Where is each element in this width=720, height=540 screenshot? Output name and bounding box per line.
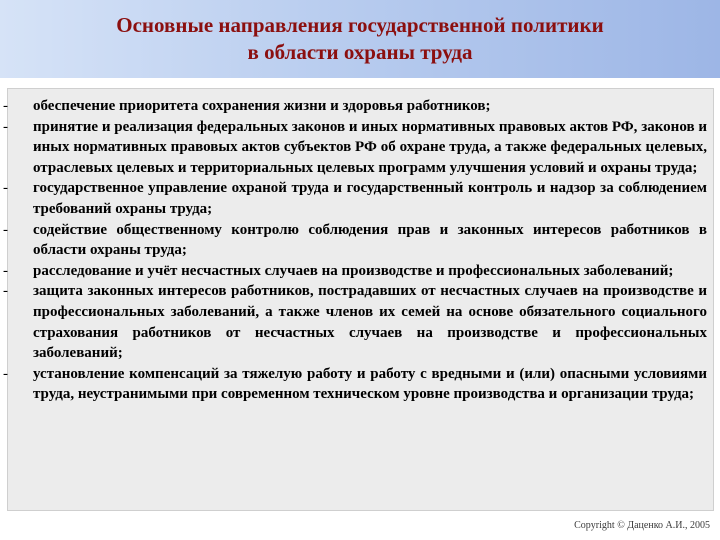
- policy-list: [3, 96, 707, 405]
- list-item: [3, 364, 707, 405]
- list-item-text: обеспечение приоритета сохранения жизни и здоровья работников;: [33, 98, 491, 114]
- list-item-text: установление компенсаций за тяжелую работу и работу с вредными и (или) опасными условиями труда, неустранимыми при современном техническом уровне производства и организации труда;: [33, 365, 707, 403]
- slide-title: [20, 12, 700, 66]
- list-item-text: государственное управление охраной труда и государственный контроль и надзор за соблюдением требований охраны труда;: [33, 180, 707, 217]
- bullet-dash: -: [3, 98, 8, 114]
- bullet-dash: -: [3, 221, 8, 238]
- bullet-dash: -: [3, 365, 8, 382]
- list-item: [3, 281, 707, 363]
- copyright-notice: Copyright © Даценко А.И., 2005: [574, 520, 710, 531]
- list-item-text: принятие и реализация федеральных законов и иных нормативных правовых актов РФ, законов и иных нормативных правовых актов субъектов РФ об охране труда, а также федеральных целевых, отраслевых целевых и территориальных целевых программ улучшения условий и охраны труда;: [33, 118, 707, 176]
- list-item: [3, 96, 707, 117]
- list-item-text: содействие общественному контролю соблюдения прав и законных интересов работников в области охраны труда;: [33, 221, 707, 259]
- slide-title-line-1: Основные направления государственной политики: [116, 13, 604, 37]
- list-item: [3, 117, 707, 179]
- bullet-dash: -: [3, 283, 8, 300]
- bullet-dash: -: [3, 180, 8, 197]
- list-item: [3, 261, 707, 282]
- list-item-text: расследование и учёт несчастных случаев на производстве и профессиональных заболеваний;: [33, 262, 674, 279]
- bullet-dash: -: [3, 262, 8, 279]
- bullet-dash: -: [3, 118, 8, 135]
- list-item: [3, 178, 707, 219]
- list-item: [3, 220, 707, 261]
- slide-title-line-2: в области охраны труда: [247, 40, 473, 64]
- list-item-text: защита законных интересов работников, пострадавших от несчастных случаев на производстве и профессиональных заболеваний, а также членов их семей на основе обязательного социального страхования работников от несчастных случаев на производстве и профессиональных заболеваний;: [33, 283, 707, 362]
